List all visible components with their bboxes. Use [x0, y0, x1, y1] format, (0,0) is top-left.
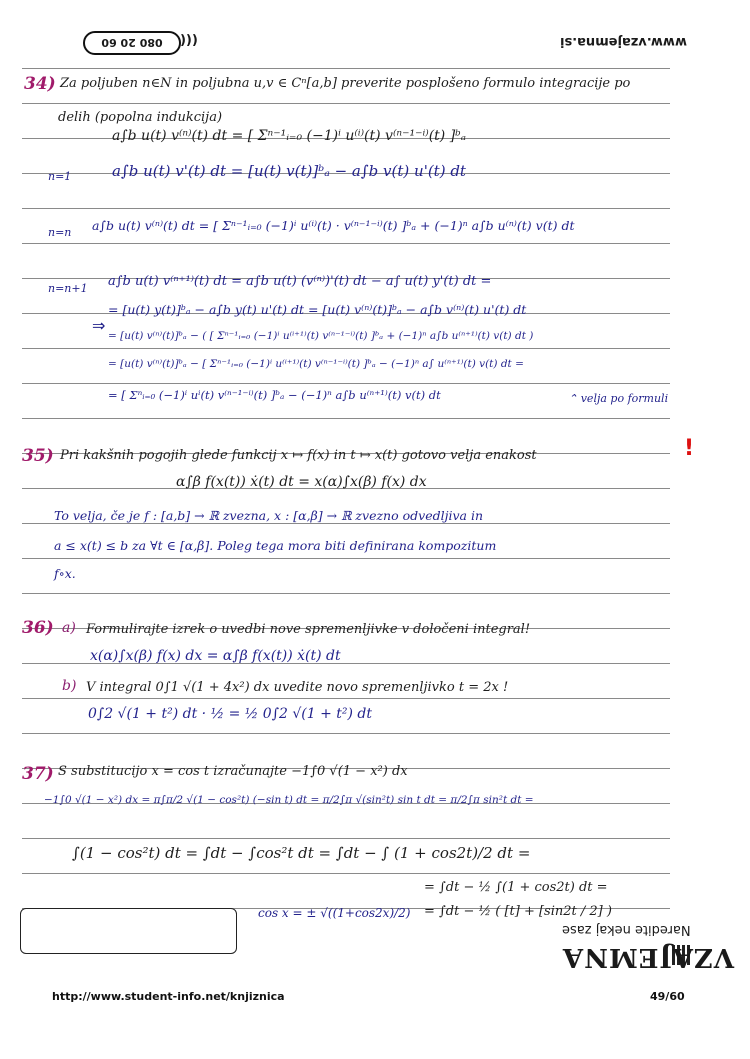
footer-url[interactable]: http://www.student-info.net/knjiznica [52, 990, 285, 1003]
ruled-line [22, 698, 670, 699]
header-url[interactable]: www.vzajemna.si [560, 34, 687, 49]
ruled-line [22, 348, 670, 349]
case-label: n=n+1 [48, 282, 88, 295]
problem-number: 35) [22, 446, 54, 466]
answer-text: a ≤ x(t) ≤ b za ∀t ∈ [α,β]. Poleg tega mora biti definirana kompozitum [54, 538, 497, 553]
answer-formula: = ∫dt − ½ ( [t] + [sin2t / 2] ) [424, 904, 612, 919]
wave-icon: ((( [180, 32, 198, 47]
phone-number: 080 20 60 [101, 36, 163, 50]
problem-number: 34) [24, 74, 56, 94]
case-label: n=1 [48, 170, 72, 183]
case-formula: = [u(t) v⁽ⁿ⁾(t)]ᵇₐ − [ Σⁿ⁻¹ᵢ₌₀ (−1)ⁱ u⁽ⁱ⁺¹⁾(t) v⁽ⁿ⁻¹⁻ⁱ⁾(t) ]ᵇₐ − (−1)ⁿ a∫ u⁽ⁿ⁺¹⁾(t) v(t) dt = [108, 358, 524, 370]
answer-formula: = ∫dt − ½ ∫(1 + cos2t) dt = [424, 880, 608, 895]
problem-formula: α∫β f(x(t)) ẋ(t) dt = x(α)∫x(β) f(x) dx [176, 474, 427, 490]
problem-statement: Pri kakšnih pogojih glede funkcij x ↦ f(x) in t ↦ x(t) gotovo velja enakost [60, 448, 537, 463]
side-note: cos x = ± √((1+cos2x)/2) [258, 906, 411, 920]
ruled-line [22, 418, 670, 419]
answer-text: To velja, če je f : [a,b] → ℝ zvezna, x : [α,β] → ℝ zvezno odvedljiva in [54, 508, 484, 523]
case-note: ⌃ velja po formuli [568, 392, 669, 405]
brand-logo: VZAJEMNA [562, 942, 735, 972]
ruled-line [22, 558, 670, 559]
ruled-line [22, 383, 670, 384]
case-formula: = [u(t) y(t)]ᵇₐ − a∫b y(t) u'(t) dt = [u(t) v⁽ⁿ⁾(t)]ᵇₐ − a∫b v⁽ⁿ⁾(t) u'(t) dt [108, 302, 527, 317]
case-label: n=n [48, 226, 72, 239]
case-formula: a∫b u(t) v⁽ⁿ⁾(t) dt = [ Σⁿ⁻¹ᵢ₌₀ (−1)ⁱ u⁽ⁱ⁾(t) · v⁽ⁿ⁻¹⁻ⁱ⁾(t) ]ᵇₐ + (−1)ⁿ a∫b u⁽ⁿ⁾(t) v(t) dt [92, 218, 575, 233]
ruled-line [22, 68, 670, 69]
ruled-line [22, 733, 670, 734]
ruled-line [22, 873, 670, 874]
answer-formula: 0∫2 √(1 + t²) dt · ½ = ½ 0∫2 √(1 + t²) dt [88, 706, 373, 722]
problem-number: 37) [22, 764, 54, 784]
ruled-line [22, 103, 670, 104]
ruled-line [22, 523, 670, 524]
case-formula: a∫b u(t) v⁽ⁿ⁺¹⁾(t) dt = a∫b u(t) (v⁽ⁿ⁾)'(t) dt − a∫ u(t) y'(t) dt = [108, 274, 492, 289]
problem-formula: a∫b u(t) v⁽ⁿ⁾(t) dt = [ Σⁿ⁻¹ᵢ₌₀ (−1)ⁱ u⁽ⁱ⁾(t) v⁽ⁿ⁻¹⁻ⁱ⁾(t) ]ᵇₐ [112, 128, 467, 144]
brand-slogan: Naredite nekaj zase [562, 922, 691, 937]
case-formula: a∫b u(t) v'(t) dt = [u(t) v(t)]ᵇₐ − a∫b v(t) u'(t) dt [112, 162, 466, 180]
problem-statement: Za poljuben n∈N in poljubna u,v ∈ Cⁿ[a,b] preverite posplošeno formulo integracije po [60, 76, 631, 91]
problem-statement: S substitucijo x = cos t izračunajte −1∫0 √(1 − x²) dx [58, 764, 408, 779]
answer-formula: ∫(1 − cos²t) dt = ∫dt − ∫cos²t dt = ∫dt − ∫ (1 + cos2t)/2 dt = [72, 844, 531, 862]
subproblem-label: b) [62, 678, 77, 694]
problem-statement: delih (popolna indukcija) [58, 110, 223, 125]
problem-statement: V integral 0∫1 √(1 + 4x²) dx uvedite novo spremenljivko t = 2x ! [86, 680, 509, 695]
arrow-icon: ⇒ [92, 316, 106, 335]
ruled-line [22, 243, 670, 244]
answer-formula: x(α)∫x(β) f(x) dx = α∫β f(x(t)) ẋ(t) dt [90, 648, 341, 664]
exclamation-mark: ! [684, 436, 695, 461]
phone-badge [83, 31, 181, 55]
answer-text: f∘x. [54, 566, 76, 581]
ruled-line [22, 838, 670, 839]
case-formula: = [ Σⁿᵢ₌₀ (−1)ⁱ uⁱ(t) v⁽ⁿ⁻¹⁻ⁱ⁾(t) ]ᵇₐ − (−1)ⁿ a∫b u⁽ⁿ⁺¹⁾(t) v(t) dt [108, 388, 441, 402]
answer-formula: −1∫0 √(1 − x²) dx = π∫π/2 √(1 − cos²t) (−sin t) dt = π/2∫π √(sin²t) sin t dt = π/2∫π sin²t dt = [44, 794, 534, 806]
problem-number: 36) [22, 618, 54, 638]
subproblem-label: a) [62, 620, 76, 636]
page-number: 49/60 [650, 990, 685, 1003]
input-box[interactable] [20, 908, 237, 954]
ruled-line [22, 593, 670, 594]
case-formula: = [u(t) v⁽ⁿ⁾(t)]ᵇₐ − ( [ Σⁿ⁻¹ᵢ₌₀ (−1)ⁱ u⁽ⁱ⁺¹⁾(t) v⁽ⁿ⁻¹⁻ⁱ⁾(t) ]ᵇₐ + (−1)ⁿ a∫b u⁽ⁿ⁺¹⁾(t) v(t) dt ) [108, 330, 534, 342]
ruled-line [22, 208, 670, 209]
problem-statement: Formulirajte izrek o uvedbi nove spremenljivke v določeni integral! [86, 622, 531, 637]
